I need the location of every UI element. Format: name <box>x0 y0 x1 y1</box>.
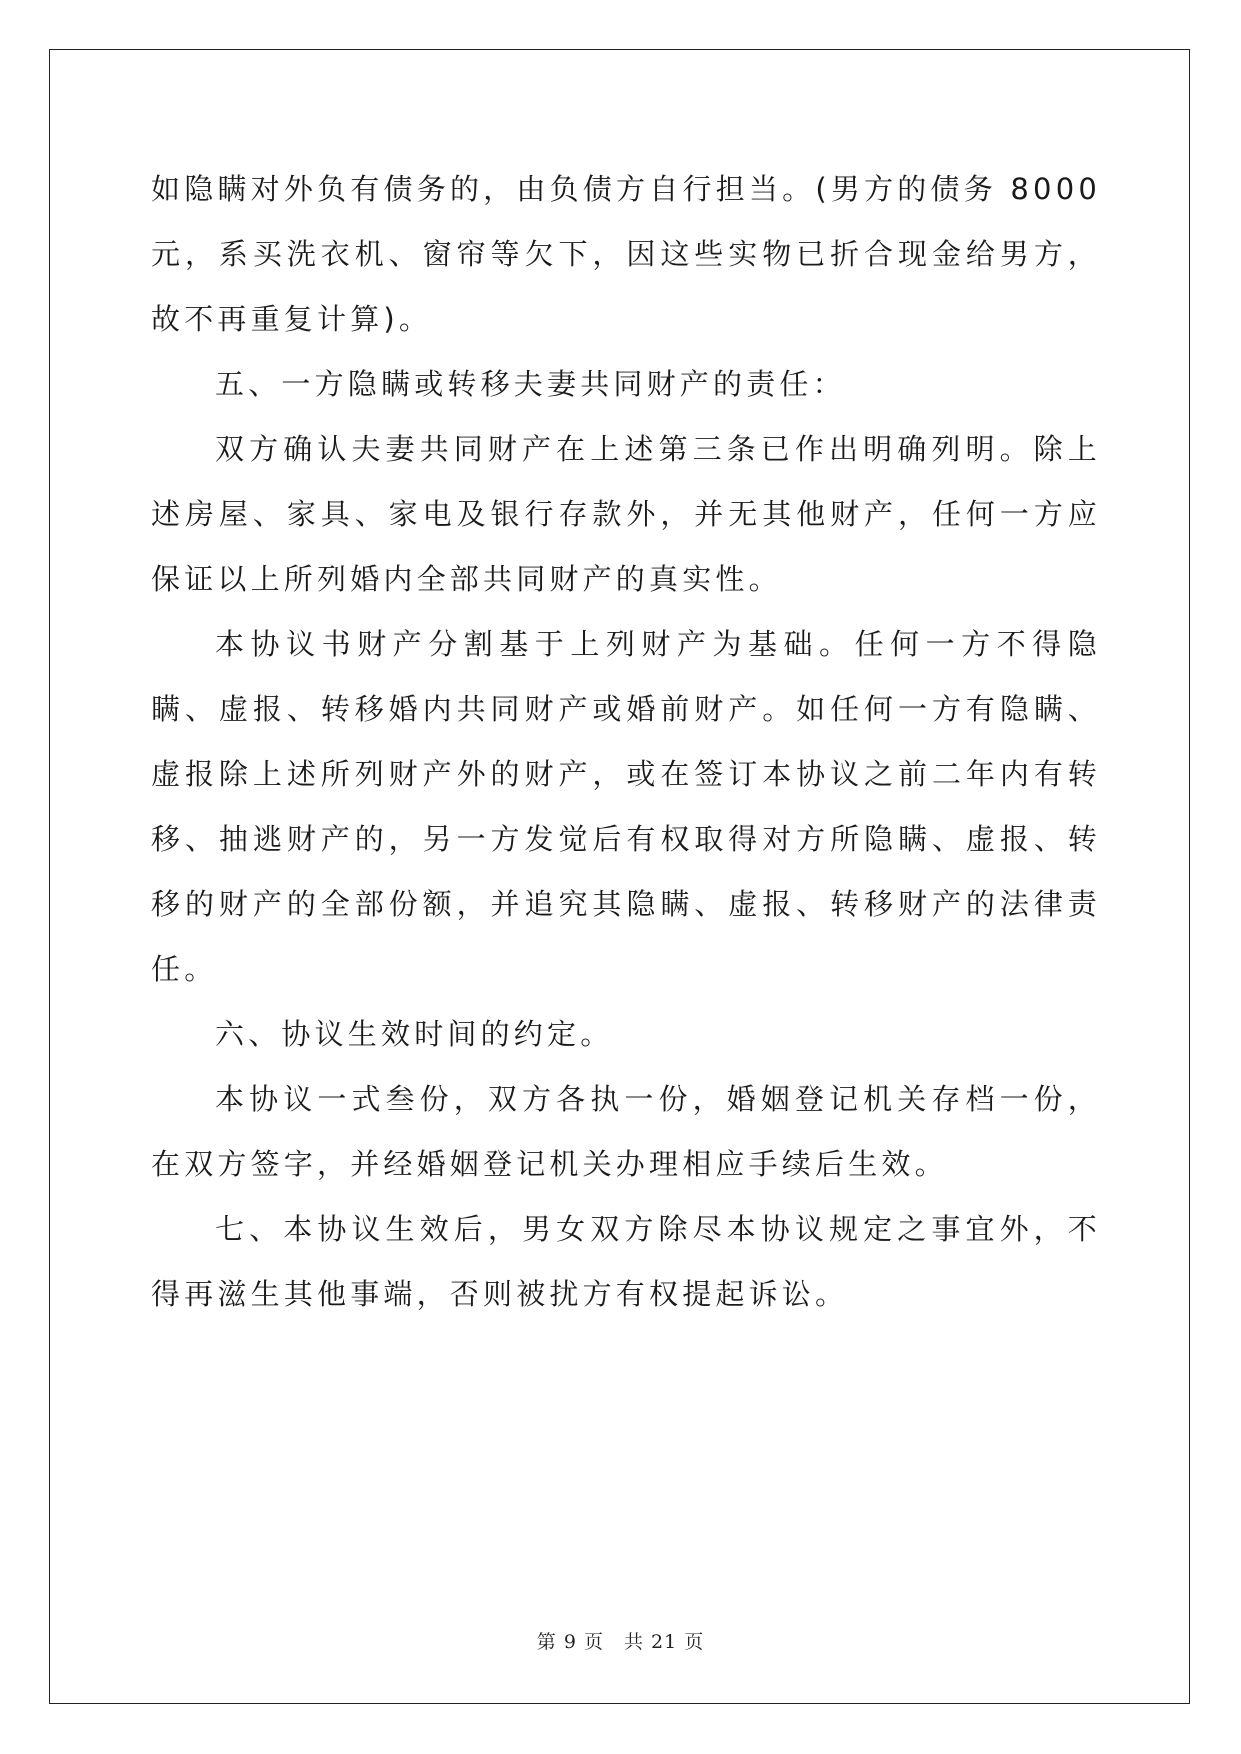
paragraph-heading-six: 六、协议生效时间的约定。 <box>215 1017 614 1051</box>
paragraph-debt-clause: 如隐瞒对外负有债务的，由负债方自行担当。(男方的债务 8000 元，系买洗衣机、窗帘等欠下，因这些实物已折合现金给男方，故不再重复计算)。 <box>151 172 1101 336</box>
paragraph-property-confirmation: 双方确认夫妻共同财产在上述第三条已作出明确列明。除上述房屋、家具、家电及银行存款外，并无其他财产，任何一方应保证以上所列婚内全部共同财产的真实性。 <box>151 432 1101 596</box>
paragraph-effective-terms: 本协议一式叁份，双方各执一份，婚姻登记机关存档一份，在双方签字，并经婚姻登记机关办理相应手续后生效。 <box>151 1082 1101 1181</box>
paragraph-heading-seven: 七、本协议生效后，男女双方除尽本协议规定之事宜外，不得再滋生其他事端，否则被扰方有权提起诉讼。 <box>151 1212 1101 1311</box>
paragraph-heading-five: 五、一方隐瞒或转移夫妻共同财产的责任： <box>215 367 846 401</box>
paragraph-property-division: 本协议书财产分割基于上列财产为基础。任何一方不得隐瞒、虚报、转移婚内共同财产或婚前财产。如任何一方有隐瞒、虚报除上述所列财产外的财产，或在签订本协议之前二年内有转移、抽逃财产的，另一方发觉后有权取得对方所隐瞒、虚报、转移的财产的全部份额，并追究其隐瞒、虚报、转移财产的法律责任。 <box>151 627 1101 986</box>
page-number-footer: 第 9 页 共 21 页 <box>536 1631 705 1653</box>
document-body <box>151 157 1101 1327</box>
